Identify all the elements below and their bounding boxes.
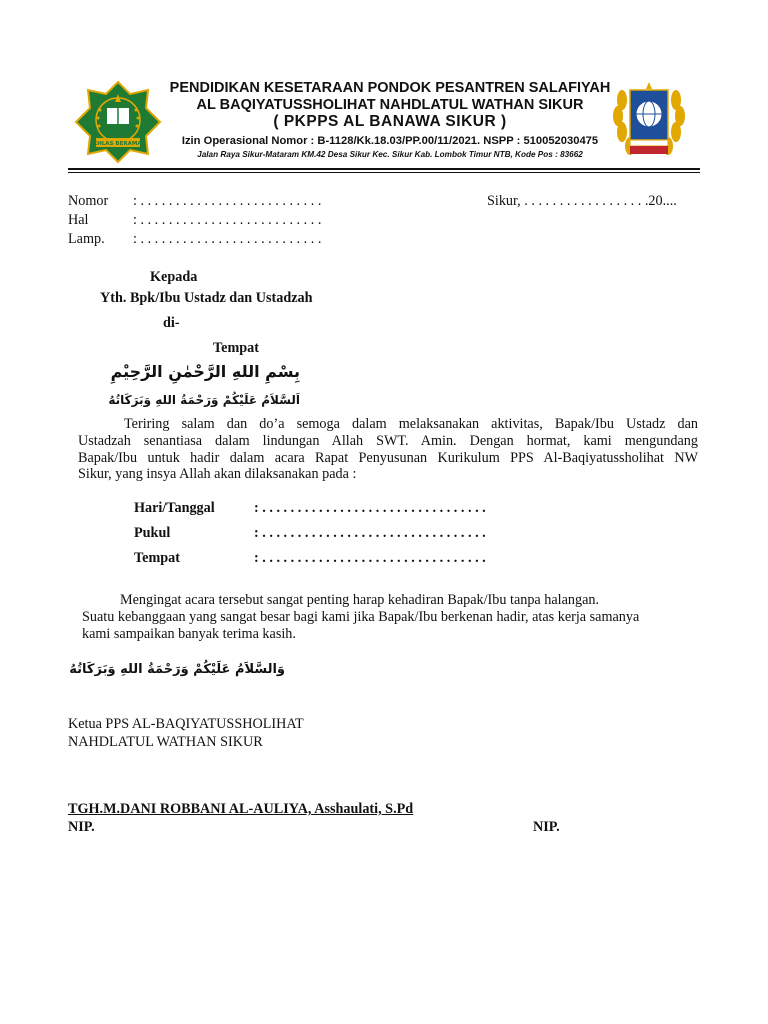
body-line-4: Sikur, yang insya Allah akan dilaksanakan pada : xyxy=(78,466,357,482)
recipient-tempat: Tempat xyxy=(213,340,259,356)
salam-opening: اَلسَّلاَمُ عَلَيْكُمْ وَرَحْمَةُ اللهِ وَبَرَكَاتُهُ xyxy=(108,393,300,407)
body-line-3: Bapak/Ibu untuk hadir dalam acara Rapat Penyusunan Kurikulum PPS Al-Baqiyatussholihat NW xyxy=(78,450,698,466)
schedule-value-place: : . . . . . . . . . . . . . . . . . . . . . . . . . . . . . . . . xyxy=(254,550,486,566)
logo-motto: IKHLAS BERAMAL xyxy=(90,141,146,147)
schedule-label-time: Pukul xyxy=(134,525,171,541)
signer-title-1: Ketua PPS AL-BAQIYATUSSHOLIHAT xyxy=(68,716,304,732)
schedule-value-time: : . . . . . . . . . . . . . . . . . . . . . . . . . . . . . . . . xyxy=(254,525,486,541)
closing-line-2: Suatu kebanggaan yang sangat besar bagi kami jika Bapak/Ibu berkenan hadir, atas kerja samanya xyxy=(82,609,640,625)
schedule-value-date: : . . . . . . . . . . . . . . . . . . . . . . . . . . . . . . . . xyxy=(254,500,486,516)
header-line-1: PENDIDIKAN KESETARAAN PONDOK PESANTREN SALAFIYAH xyxy=(169,80,611,96)
hal-label: Hal xyxy=(68,212,89,228)
header-divider-thin xyxy=(68,172,700,173)
kemenag-logo xyxy=(74,80,162,164)
header-license: Izin Operasional Nomor : B-1128/Kk.18.03/PP.00/11/2021. NSPP : 510052030475 xyxy=(181,135,599,147)
signer-title-2: NAHDLATUL WATHAN SIKUR xyxy=(68,734,263,750)
schedule-label-date: Hari/Tanggal xyxy=(134,500,215,516)
lamp-label: Lamp. xyxy=(68,231,105,247)
header-line-3: ( PKPPS AL BANAWA SIKUR ) xyxy=(273,113,507,130)
closing-line-3: kami sampaikan banyak terima kasih. xyxy=(82,626,296,642)
body-line-1: Teriring salam dan do’a semoga dalam melaksanakan aktivitas, Bapak/Ibu Ustadz dan xyxy=(124,416,698,432)
recipient-name: Yth. Bpk/Ibu Ustadz dan Ustadzah xyxy=(100,290,313,306)
recipient-kepada: Kepada xyxy=(150,269,198,285)
recipient-di: di- xyxy=(163,315,180,331)
closing-line-1: Mengingat acara tersebut sangat penting harap kehadiran Bapak/Ibu tanpa halangan. xyxy=(120,592,600,608)
signer-name: TGH.M.DANI ROBBANI AL-AULIYA, Asshaulati, S.Pd xyxy=(68,801,414,817)
nip-left: NIP. xyxy=(68,819,95,835)
letter-date: Sikur, . . . . . . . . . . . . . . . . . .20.... xyxy=(487,193,677,209)
header-line-2: AL BAQIYATUSSHOLIHAT NAHDLATUL WATHAN SIKUR xyxy=(196,97,584,113)
schedule-label-place: Tempat xyxy=(134,550,180,566)
header-address: Jalan Raya Sikur-Mataram KM.42 Desa Sikur Kec. Sikur Kab. Lombok Timur NTB, Kode Pos : 83662 xyxy=(197,150,583,159)
salam-closing: وَالسَّلاَمُ عَلَيْكُمْ وَرَحْمَةُ اللهِ وَبَرَكَاتُهُ xyxy=(69,662,285,677)
hal-value: : . . . . . . . . . . . . . . . . . . . . . . . . . . xyxy=(133,212,322,228)
nip-right: NIP. xyxy=(533,819,560,835)
basmalah-calligraphy: بِسْمِ اللهِ الرَّحْمٰنِ الرَّحِيْمِ xyxy=(110,362,300,381)
header-divider-thick xyxy=(68,168,700,170)
nomor-value: : . . . . . . . . . . . . . . . . . . . . . . . . . . xyxy=(133,193,322,209)
body-line-2: Ustadzah senantiasa dalam lindungan Allah SWT. Amin. Dengan hormat, kami mengundang xyxy=(78,433,698,449)
lamp-value: : . . . . . . . . . . . . . . . . . . . . . . . . . . xyxy=(133,231,322,247)
nomor-label: Nomor xyxy=(68,193,109,209)
